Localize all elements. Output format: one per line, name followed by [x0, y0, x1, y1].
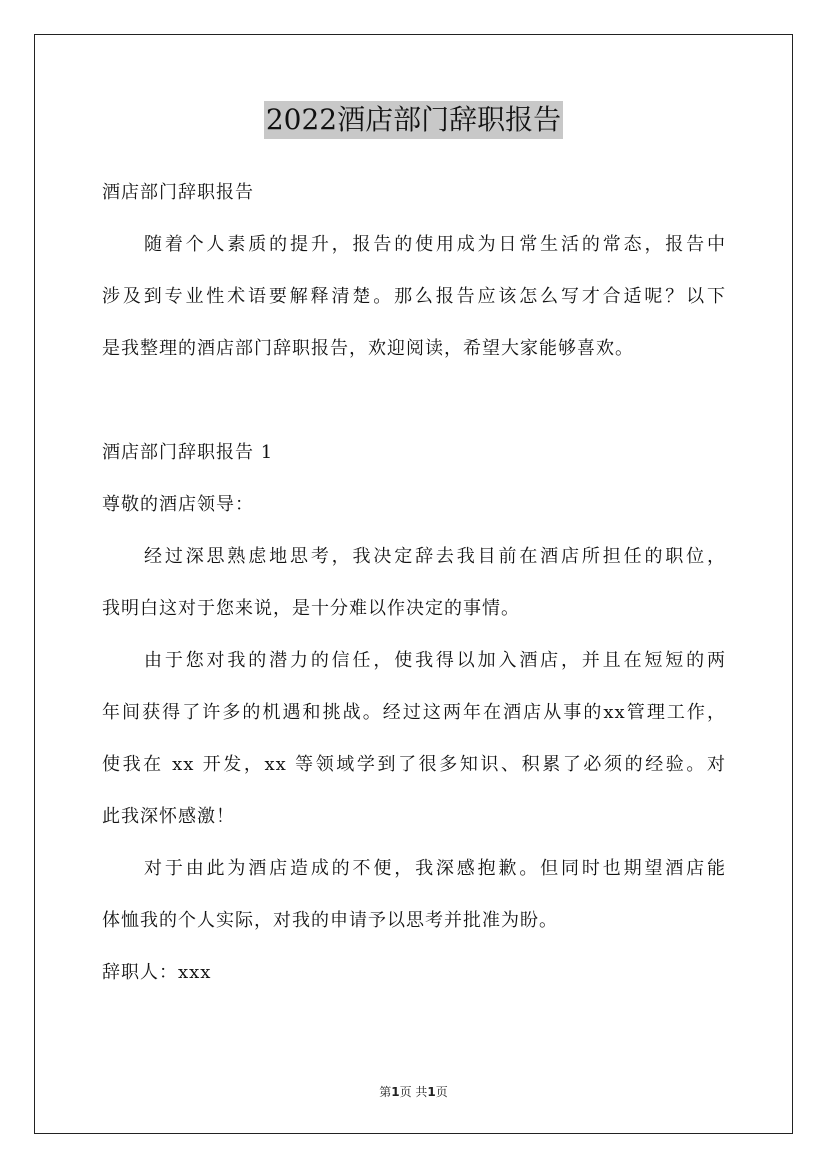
para2-line-3: 使我在 xx 开发，xx 等领域学到了很多知识、积累了必须的经验。对 [102, 754, 726, 775]
footer-total-pages: 1 [427, 1085, 436, 1099]
signature: 辞职人：xxx [102, 962, 212, 983]
para3-line-1: 对于由此为酒店造成的不便，我深感抱歉。但同时也期望酒店能 [144, 858, 726, 879]
blank-line [102, 375, 726, 427]
footer-current-page: 1 [391, 1085, 400, 1099]
salutation: 尊敬的酒店领导： [102, 494, 254, 515]
para2-line-4: 此我深怀感激！ [102, 806, 235, 827]
intro-line-2: 涉及到专业性术语要解释清楚。那么报告应该怎么写才合适呢？以下 [102, 286, 726, 307]
document-body [102, 167, 726, 999]
page-footer [0, 1083, 827, 1100]
para1-line-1: 经过深思熟虑地思考，我决定辞去我目前在酒店所担任的职位， [144, 546, 726, 567]
subtitle: 酒店部门辞职报告 [102, 182, 254, 203]
footer-suffix: 页 [435, 1085, 448, 1099]
section-heading: 酒店部门辞职报告 1 [102, 442, 274, 463]
para2-line-2: 年间获得了许多的机遇和挑战。经过这两年在酒店从事的xx管理工作， [102, 702, 726, 723]
intro-line-3: 是我整理的酒店部门辞职报告，欢迎阅读，希望大家能够喜欢。 [102, 338, 634, 359]
para2-line-1: 由于您对我的潜力的信任，使我得以加入酒店，并且在短短的两 [144, 650, 726, 671]
footer-mid: 页 共 [399, 1085, 428, 1099]
title-container [0, 101, 827, 139]
para3-line-2: 体恤我的个人实际，对我的申请予以思考并批准为盼。 [102, 910, 558, 931]
document-title: 2022酒店部门辞职报告 [264, 101, 563, 139]
intro-line-1: 随着个人素质的提升，报告的使用成为日常生活的常态，报告中 [144, 234, 726, 255]
para1-line-2: 我明白这对于您来说，是十分难以作决定的事情。 [102, 598, 520, 619]
footer-prefix: 第 [379, 1085, 392, 1099]
